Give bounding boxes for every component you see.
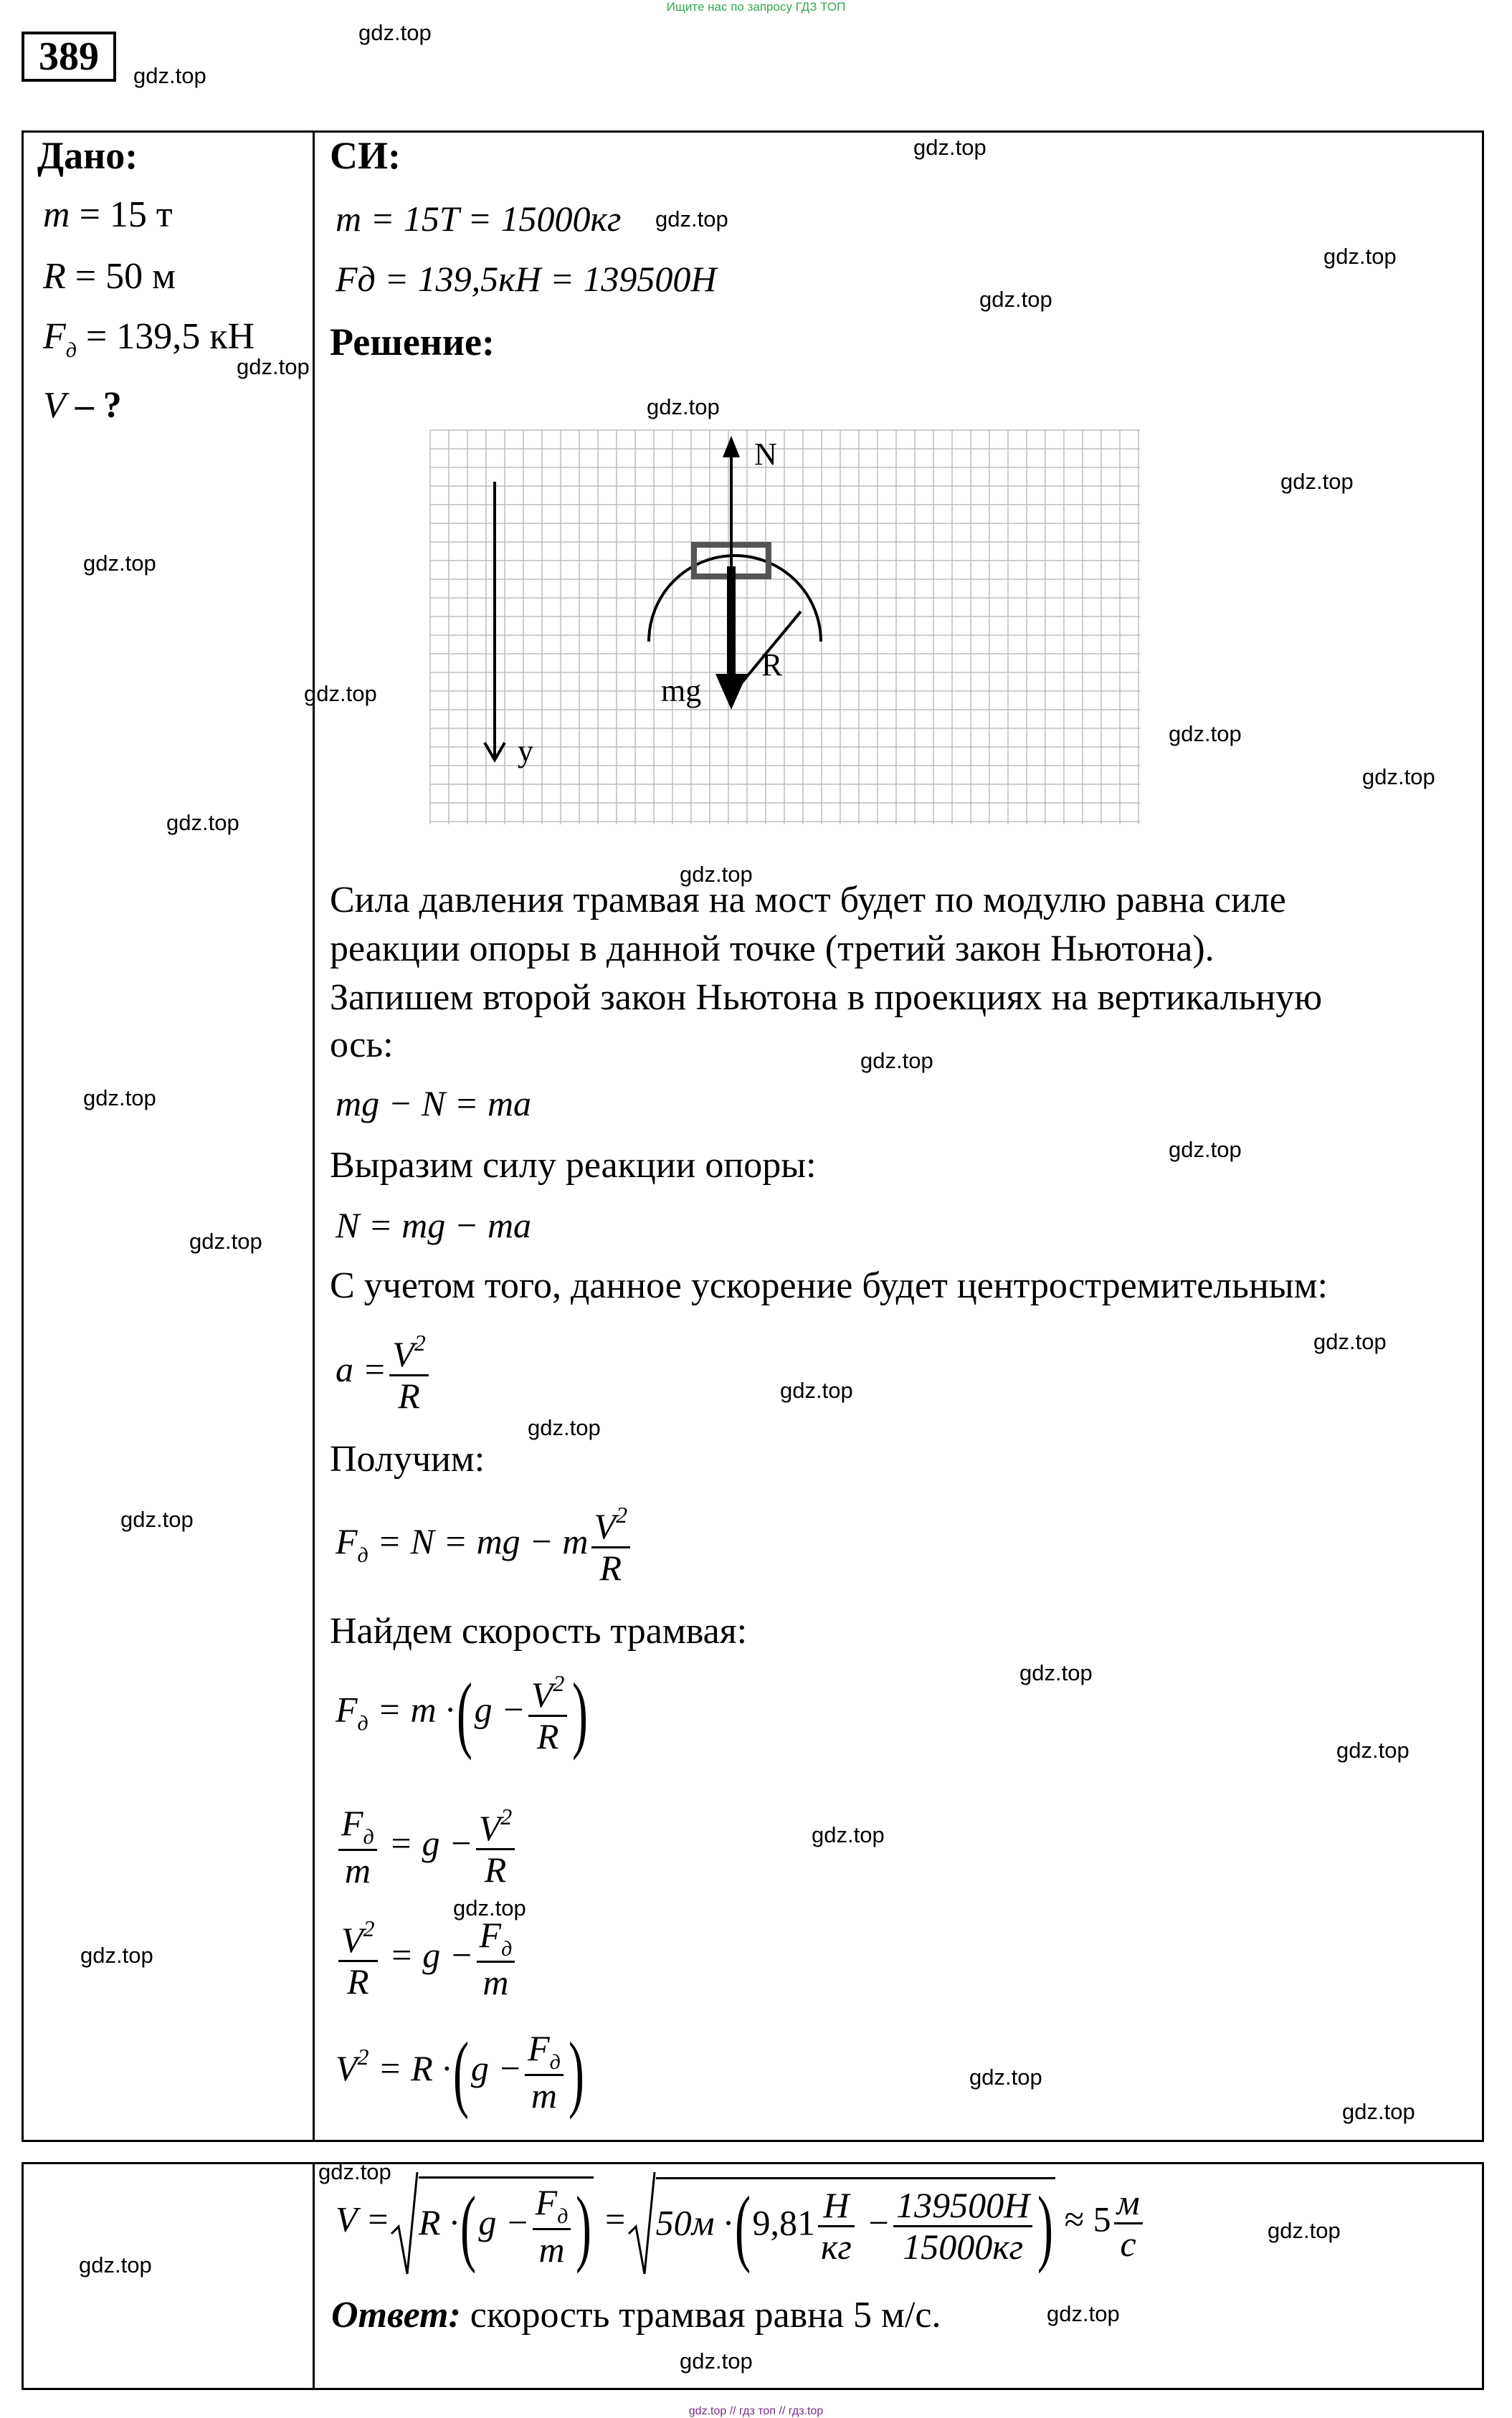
- para-3: Запишем второй закон Ньютона в проекциях на вертикальную: [330, 977, 1323, 1018]
- watermark: gdz.top: [1280, 469, 1354, 494]
- watermark: gdz.top: [860, 1048, 933, 1073]
- force-diagram: [416, 423, 1154, 832]
- watermark: gdz.top: [79, 2252, 152, 2277]
- para-2: реакции опоры в данной точке (третий закон Ньютона).: [330, 928, 1214, 969]
- para-7: Получим:: [330, 1439, 485, 1480]
- equation-step-4: $V^2 = R \cdot(g$ − $\frac{F_д}{m}$ ): [336, 2024, 584, 2120]
- watermark: gdz.top: [1362, 764, 1435, 789]
- watermark: gdz.top: [812, 1822, 885, 1847]
- para-1: Сила давления трамвая на мост будет по модулю равна силе: [330, 880, 1286, 920]
- given-F: $F_д = 139,5$ кН: [43, 316, 255, 362]
- final-formula: V = R ·(g − $\frac{F_д}{m}$ ) = 50м ·(9,81 $\frac{H}{кг}$ − $\frac{139500H}{15000кг}$ ) ≈ 5 $\frac{м}{с}$: [336, 2169, 1146, 2277]
- watermark: gdz.top: [1342, 2099, 1415, 2124]
- answer-line: Ответ: скорость трамвая равна 5 м/с.: [331, 2295, 941, 2336]
- watermark: gdz.top: [1313, 1329, 1387, 1354]
- watermark: gdz.top: [189, 1229, 262, 1254]
- equation-pressure: $F_д = N$ = mg − m $\frac{V^2}{R}$: [336, 1503, 633, 1588]
- para-5: Выразим силу реакции опоры:: [330, 1145, 817, 1186]
- normal-force-arrowhead: [723, 436, 740, 457]
- watermark: gdz.top: [969, 2065, 1042, 2090]
- watermark: gdz.top: [1019, 1660, 1093, 1685]
- para-6: С учетом того, данное ускорение будет центростремительным:: [330, 1265, 1328, 1306]
- equation-2: N = mg − ma: [336, 1205, 532, 1245]
- watermark: gdz.top: [1169, 1137, 1242, 1162]
- given-title: Дано:: [37, 134, 138, 177]
- watermark: gdz.top: [133, 63, 206, 88]
- watermark: gdz.top: [680, 2348, 753, 2374]
- watermark: gdz.top: [83, 551, 156, 576]
- watermark: gdz.top: [913, 135, 986, 160]
- watermark: gdz.top: [358, 20, 432, 45]
- equation-centripetal: a = $\frac{V^2}{R}$: [336, 1331, 432, 1416]
- watermark: gdz.top: [1169, 721, 1242, 746]
- bottom-note: gdz.top // гдз топ // гдз.top: [688, 2405, 824, 2417]
- label-N: N: [754, 437, 777, 472]
- watermark: gdz.top: [647, 394, 720, 419]
- si-line-2: Fд = 139,5кН = 139500H: [336, 259, 717, 299]
- watermark: gdz.top: [979, 287, 1052, 312]
- watermark: gdz.top: [304, 681, 377, 706]
- gravity-arrowhead: [715, 674, 747, 710]
- watermark: gdz.top: [1047, 2301, 1120, 2326]
- para-8: Найдем скорость трамвая:: [330, 1611, 748, 1652]
- label-R: R: [761, 647, 783, 682]
- problem-number: 389: [22, 32, 116, 82]
- column-divider: [313, 130, 315, 2142]
- answer-column-divider: [313, 2162, 315, 2390]
- given-m: m = 15 т: [43, 194, 173, 235]
- equation-step-3: $\frac{V^2}{R}$ = g − $\frac{F_д}{m}$: [336, 1915, 518, 2002]
- given-V: V – ?: [43, 385, 122, 426]
- watermark: gdz.top: [1268, 2218, 1341, 2243]
- watermark: gdz.top: [1323, 244, 1397, 269]
- equation-step-1: $F_д = m \cdot(g$ − $\frac{V^2}{R}$ ): [336, 1665, 589, 1761]
- watermark: gdz.top: [120, 1507, 194, 1532]
- watermark: gdz.top: [1336, 1738, 1409, 1763]
- watermark: gdz.top: [83, 1085, 156, 1110]
- watermark: gdz.top: [528, 1415, 601, 1440]
- si-line-1: m = 15T = 15000кг: [336, 199, 622, 239]
- watermark: gdz.top: [318, 2159, 391, 2184]
- equation-step-2: $\frac{F_д}{m}$ = g − $\frac{V^2}{R}$: [336, 1804, 518, 1890]
- watermark: gdz.top: [80, 1943, 153, 1968]
- watermark: gdz.top: [780, 1378, 853, 1403]
- label-y: y: [518, 733, 533, 768]
- watermark: gdz.top: [237, 354, 310, 379]
- label-mg: mg: [661, 673, 702, 708]
- si-title: СИ:: [330, 134, 401, 177]
- equation-1: mg − N = ma: [336, 1083, 532, 1123]
- watermark: gdz.top: [166, 810, 239, 835]
- watermark: gdz.top: [680, 862, 753, 887]
- para-4: ось:: [330, 1024, 394, 1065]
- watermark: gdz.top: [655, 206, 728, 232]
- solution-title: Решение:: [330, 320, 495, 363]
- top-note: Ищите нас по запросу ГДЗ ТОП: [666, 0, 846, 14]
- watermark: gdz.top: [453, 1895, 526, 1920]
- given-R: R = 50 м: [43, 256, 176, 297]
